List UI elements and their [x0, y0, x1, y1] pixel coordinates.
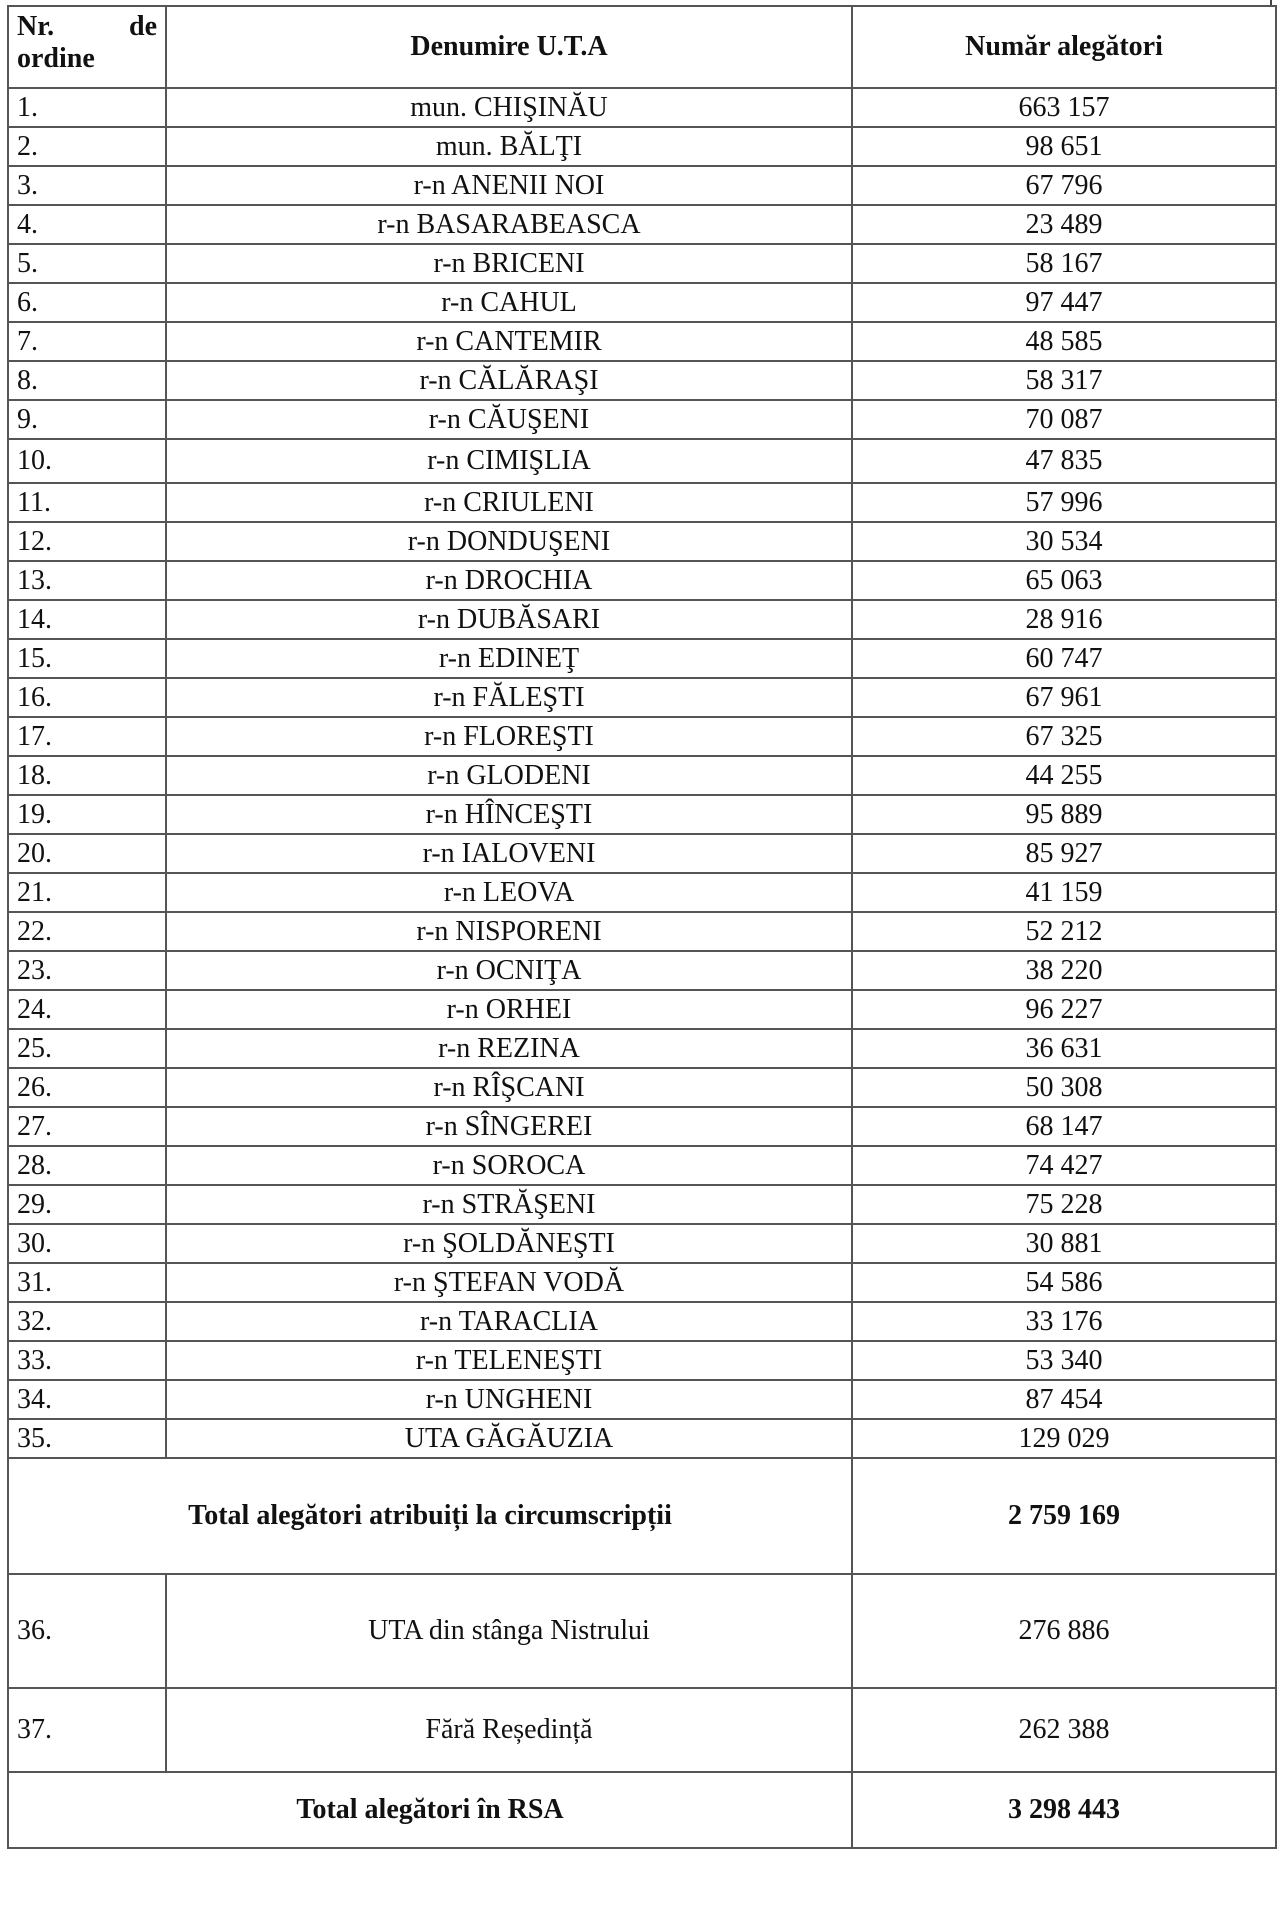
row-name: r-n CĂLĂRAŞI — [166, 361, 852, 400]
row-nr: 13. — [8, 561, 166, 600]
row-nr: 30. — [8, 1224, 166, 1263]
table-row — [8, 166, 1276, 205]
row-voters: 28 916 — [852, 600, 1276, 639]
row-name: r-n IALOVENI — [166, 834, 852, 873]
row-nr: 5. — [8, 244, 166, 283]
row-nr: 16. — [8, 678, 166, 717]
table-row — [8, 1029, 1276, 1068]
table-row — [8, 127, 1276, 166]
table-row — [8, 834, 1276, 873]
table-row — [8, 1302, 1276, 1341]
table-row — [8, 1263, 1276, 1302]
row-nr: 27. — [8, 1107, 166, 1146]
table-row — [8, 756, 1276, 795]
row-voters: 38 220 — [852, 951, 1276, 990]
row-voters: 54 586 — [852, 1263, 1276, 1302]
row-name: r-n EDINEŢ — [166, 639, 852, 678]
row-voters: 60 747 — [852, 639, 1276, 678]
table-body — [8, 88, 1276, 1848]
table-row — [8, 483, 1276, 522]
row-voters: 68 147 — [852, 1107, 1276, 1146]
subtotal-row — [8, 1458, 1276, 1574]
table-row — [8, 283, 1276, 322]
row-name: r-n TELENEŞTI — [166, 1341, 852, 1380]
table-row — [8, 912, 1276, 951]
row-nr: 22. — [8, 912, 166, 951]
row-voters: 58 167 — [852, 244, 1276, 283]
row-nr: 29. — [8, 1185, 166, 1224]
grand-total-row — [8, 1772, 1276, 1848]
row-nr: 37. — [8, 1688, 166, 1772]
header-de-label: de — [129, 11, 157, 42]
row-voters: 87 454 — [852, 1380, 1276, 1419]
row-voters: 67 325 — [852, 717, 1276, 756]
row-voters: 97 447 — [852, 283, 1276, 322]
row-nr: 36. — [8, 1574, 166, 1688]
row-nr: 21. — [8, 873, 166, 912]
row-voters: 44 255 — [852, 756, 1276, 795]
row-nr: 23. — [8, 951, 166, 990]
table-row — [8, 1688, 1276, 1772]
row-name: r-n RÎŞCANI — [166, 1068, 852, 1107]
row-voters: 57 996 — [852, 483, 1276, 522]
row-name: mun. CHIŞINĂU — [166, 88, 852, 127]
row-name: r-n CANTEMIR — [166, 322, 852, 361]
row-name: r-n DUBĂSARI — [166, 600, 852, 639]
row-name: r-n NISPORENI — [166, 912, 852, 951]
row-voters: 95 889 — [852, 795, 1276, 834]
row-name: r-n FĂLEŞTI — [166, 678, 852, 717]
row-name: r-n CIMIŞLIA — [166, 439, 852, 483]
row-voters: 75 228 — [852, 1185, 1276, 1224]
row-voters: 33 176 — [852, 1302, 1276, 1341]
header-ordine-label: ordine — [17, 43, 95, 74]
row-name: r-n UNGHENI — [166, 1380, 852, 1419]
row-nr: 32. — [8, 1302, 166, 1341]
row-voters: 53 340 — [852, 1341, 1276, 1380]
row-voters: 65 063 — [852, 561, 1276, 600]
grand-total-label: Total alegători în RSA — [8, 1772, 852, 1848]
row-voters: 98 651 — [852, 127, 1276, 166]
row-nr: 8. — [8, 361, 166, 400]
row-name: r-n ANENII NOI — [166, 166, 852, 205]
row-name: r-n ŞTEFAN VODĂ — [166, 1263, 852, 1302]
row-nr: 33. — [8, 1341, 166, 1380]
row-voters: 96 227 — [852, 990, 1276, 1029]
row-nr: 20. — [8, 834, 166, 873]
row-name: r-n LEOVA — [166, 873, 852, 912]
voters-table — [7, 5, 1277, 1849]
header-nr-label: Nr. — [17, 11, 55, 42]
table-row — [8, 639, 1276, 678]
row-voters: 47 835 — [852, 439, 1276, 483]
header-name: Denumire U.T.A — [166, 6, 852, 88]
row-name: r-n DONDUŞENI — [166, 522, 852, 561]
table-row — [8, 717, 1276, 756]
table-row — [8, 678, 1276, 717]
row-name: UTA din stânga Nistrului — [166, 1574, 852, 1688]
table-row — [8, 1185, 1276, 1224]
row-name: r-n OCNIŢA — [166, 951, 852, 990]
row-voters: 262 388 — [852, 1688, 1276, 1772]
row-nr: 26. — [8, 1068, 166, 1107]
table-row — [8, 361, 1276, 400]
table-row — [8, 522, 1276, 561]
table-row — [8, 795, 1276, 834]
table-row — [8, 1341, 1276, 1380]
row-nr: 14. — [8, 600, 166, 639]
row-nr: 18. — [8, 756, 166, 795]
row-name: r-n ŞOLDĂNEŞTI — [166, 1224, 852, 1263]
table-row — [8, 1107, 1276, 1146]
row-name: r-n ORHEI — [166, 990, 852, 1029]
table-row — [8, 439, 1276, 483]
row-voters: 67 961 — [852, 678, 1276, 717]
row-name: r-n STRĂŞENI — [166, 1185, 852, 1224]
table-row — [8, 561, 1276, 600]
row-voters: 276 886 — [852, 1574, 1276, 1688]
row-name: r-n DROCHIA — [166, 561, 852, 600]
row-voters: 41 159 — [852, 873, 1276, 912]
row-nr: 10. — [8, 439, 166, 483]
row-nr: 6. — [8, 283, 166, 322]
table-row — [8, 244, 1276, 283]
row-nr: 25. — [8, 1029, 166, 1068]
table-row — [8, 322, 1276, 361]
table-row — [8, 951, 1276, 990]
table-row — [8, 88, 1276, 127]
row-name: r-n REZINA — [166, 1029, 852, 1068]
grand-total-voters: 3 298 443 — [852, 1772, 1276, 1848]
row-name: UTA GĂGĂUZIA — [166, 1419, 852, 1458]
row-nr: 15. — [8, 639, 166, 678]
row-name: r-n SOROCA — [166, 1146, 852, 1185]
table-header-row — [8, 6, 1276, 88]
row-nr: 17. — [8, 717, 166, 756]
table-row — [8, 205, 1276, 244]
row-voters: 52 212 — [852, 912, 1276, 951]
row-nr: 24. — [8, 990, 166, 1029]
row-nr: 28. — [8, 1146, 166, 1185]
table-row — [8, 873, 1276, 912]
table-row — [8, 1574, 1276, 1688]
row-voters: 70 087 — [852, 400, 1276, 439]
table-row — [8, 600, 1276, 639]
row-voters: 50 308 — [852, 1068, 1276, 1107]
row-name: mun. BĂLŢI — [166, 127, 852, 166]
subtotal-voters: 2 759 169 — [852, 1458, 1276, 1574]
row-voters: 48 585 — [852, 322, 1276, 361]
row-name: r-n GLODENI — [166, 756, 852, 795]
row-nr: 9. — [8, 400, 166, 439]
row-nr: 1. — [8, 88, 166, 127]
row-nr: 35. — [8, 1419, 166, 1458]
table-row — [8, 1224, 1276, 1263]
table-row — [8, 1380, 1276, 1419]
row-voters: 36 631 — [852, 1029, 1276, 1068]
row-nr: 11. — [8, 483, 166, 522]
row-nr: 4. — [8, 205, 166, 244]
table-row — [8, 400, 1276, 439]
row-name: r-n HÎNCEŞTI — [166, 795, 852, 834]
row-voters: 67 796 — [852, 166, 1276, 205]
row-voters: 129 029 — [852, 1419, 1276, 1458]
table-row — [8, 1146, 1276, 1185]
row-voters: 74 427 — [852, 1146, 1276, 1185]
header-voters: Număr alegători — [852, 6, 1276, 88]
row-nr: 19. — [8, 795, 166, 834]
header-nr — [8, 6, 166, 88]
row-name: r-n FLOREŞTI — [166, 717, 852, 756]
row-voters: 30 881 — [852, 1224, 1276, 1263]
row-name: r-n TARACLIA — [166, 1302, 852, 1341]
row-nr: 12. — [8, 522, 166, 561]
table-row — [8, 1419, 1276, 1458]
table-row — [8, 1068, 1276, 1107]
row-name: r-n SÎNGEREI — [166, 1107, 852, 1146]
row-voters: 30 534 — [852, 522, 1276, 561]
row-voters: 663 157 — [852, 88, 1276, 127]
row-name: r-n CĂUŞENI — [166, 400, 852, 439]
table-row — [8, 990, 1276, 1029]
row-nr: 3. — [8, 166, 166, 205]
row-name: r-n BRICENI — [166, 244, 852, 283]
row-nr: 34. — [8, 1380, 166, 1419]
row-name: r-n BASARABEASCA — [166, 205, 852, 244]
row-voters: 23 489 — [852, 205, 1276, 244]
row-name: r-n CRIULENI — [166, 483, 852, 522]
row-nr: 7. — [8, 322, 166, 361]
row-voters: 58 317 — [852, 361, 1276, 400]
row-nr: 31. — [8, 1263, 166, 1302]
row-name: Fără Reședință — [166, 1688, 852, 1772]
row-voters: 85 927 — [852, 834, 1276, 873]
row-nr: 2. — [8, 127, 166, 166]
row-name: r-n CAHUL — [166, 283, 852, 322]
subtotal-label: Total alegători atribuiți la circumscripții — [8, 1458, 852, 1574]
